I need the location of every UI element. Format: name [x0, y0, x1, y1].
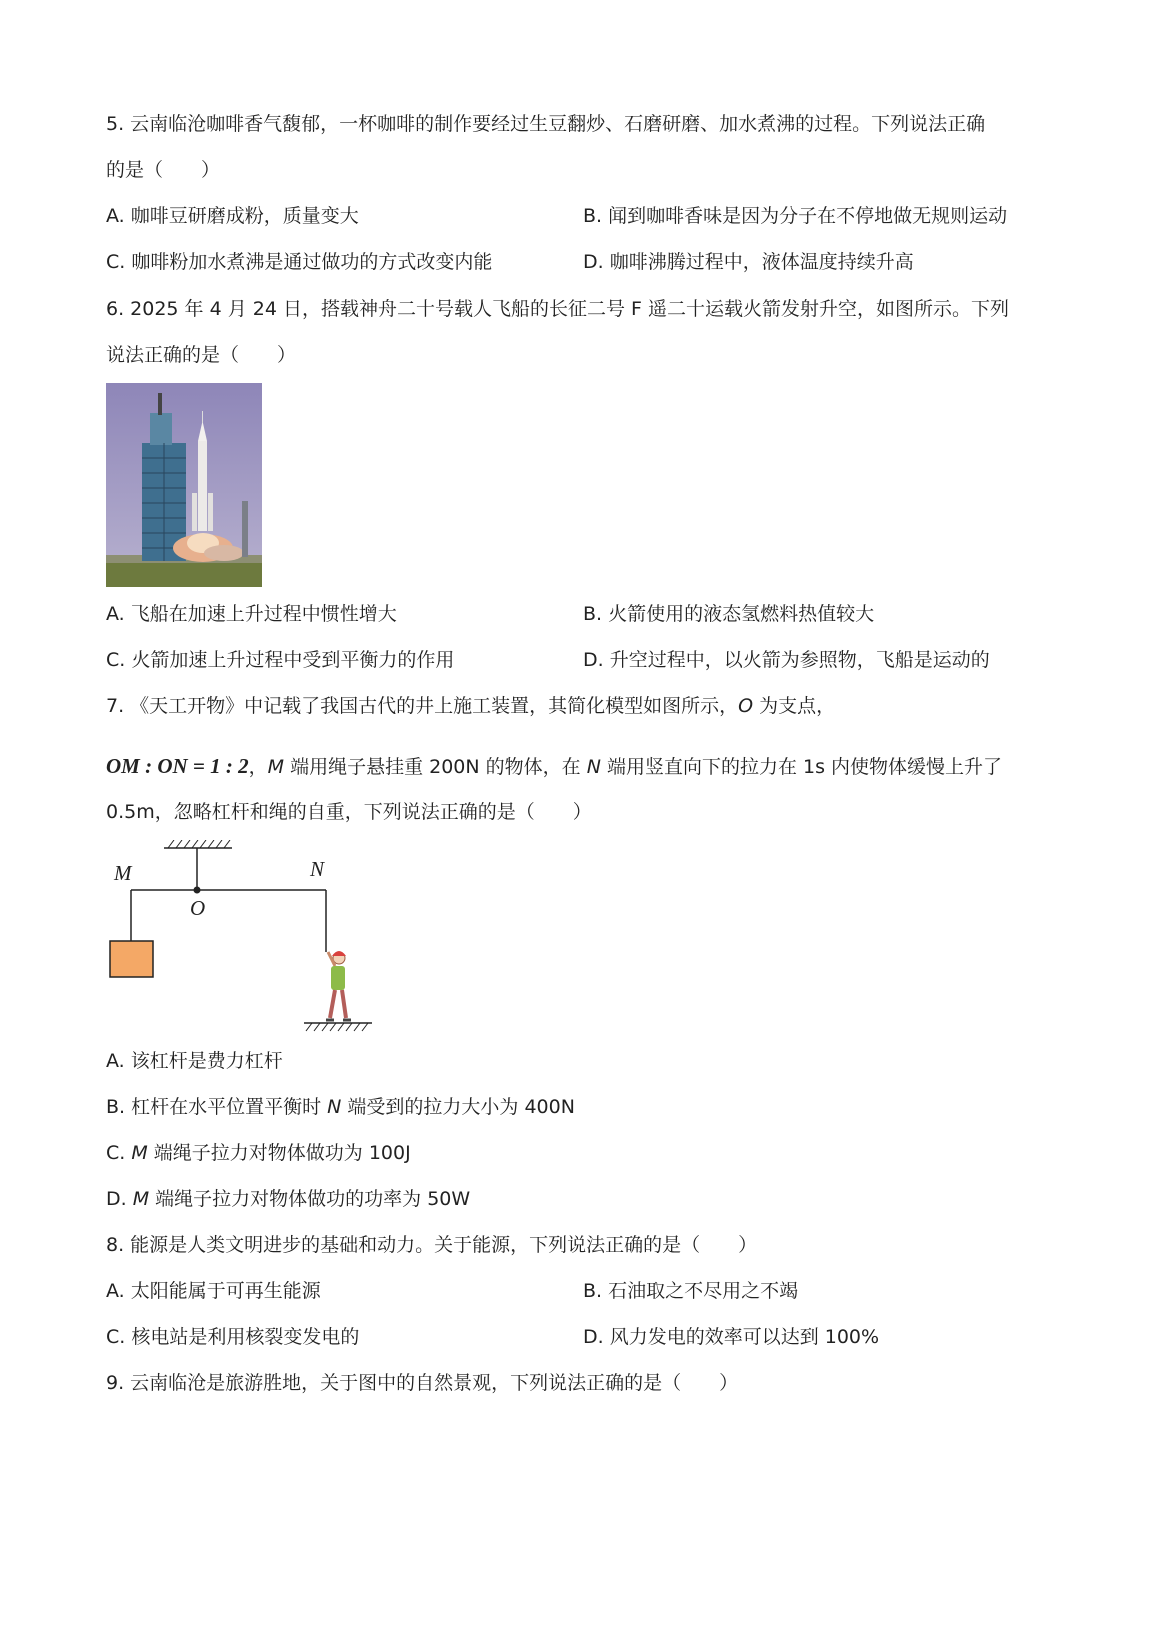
q7-stem-var-o: O	[738, 695, 754, 717]
q7-option-c-var-m: M	[131, 1142, 148, 1164]
q6-option-a: A. 飞船在加速上升过程中惯性增大	[106, 603, 397, 625]
person-pulling-rope	[326, 951, 351, 1020]
q7-stem-line1	[106, 692, 835, 720]
rocket-launch-photo	[106, 383, 262, 587]
q7-stem-text-a: 7. 《天工开物》中记载了我国古代的井上施工装置，其简化模型如图所示，	[106, 695, 739, 717]
q7-option-d	[106, 1185, 470, 1213]
q8-option-d: D. 风力发电的效率可以达到 100%	[583, 1326, 880, 1348]
label-n: N	[310, 857, 325, 881]
q7-stem-line2	[106, 752, 1002, 781]
q7-stem-text-d: 端用绳子悬挂重 200N 的物体，在	[284, 756, 587, 778]
q7-option-b	[106, 1093, 575, 1121]
q7-stem-text-c: ，	[248, 756, 268, 778]
q7-stem-var-m: M	[267, 756, 285, 778]
q7-option-d-var-m: M	[132, 1188, 150, 1210]
q7-option-b-var-n: N	[327, 1096, 342, 1118]
q7-stem-line3: 0.5m，忽略杠杆和绳的自重，下列说法正确的是（ ）	[106, 801, 592, 823]
q7-option-a: A. 该杠杆是费力杠杆	[106, 1050, 283, 1072]
q5-option-d: D. 咖啡沸腾过程中，液体温度持续升高	[583, 251, 914, 273]
q7-option-c-text-post: 端绳子拉力对物体做功为 100J	[147, 1142, 411, 1164]
q8-option-a: A. 太阳能属于可再生能源	[106, 1280, 321, 1302]
q7-option-c-text-pre: C.	[106, 1142, 132, 1164]
q9-stem: 9. 云南临沧是旅游胜地，关于图中的自然景观，下列说法正确的是（ ）	[106, 1372, 739, 1394]
q5-option-a: A. 咖啡豆研磨成粉，质量变大	[106, 205, 359, 227]
q5-stem-line2: 的是（ ）	[106, 159, 221, 181]
q5-option-c: C. 咖啡粉加水煮沸是通过做功的方式改变内能	[106, 251, 493, 273]
q7-option-d-text-post: 端绳子拉力对物体做功的功率为 50W	[149, 1188, 471, 1210]
q7-ratio-formula: OM : ON = 1 : 2	[106, 754, 249, 778]
label-o: O	[190, 896, 206, 920]
q6-stem-line1: 6. 2025 年 4 月 24 日，搭载神舟二十号载人飞船的长征二号 F 遥二十运载火箭发射升空，如图所示。下列	[106, 298, 1009, 320]
q7-stem-text-e: 端用竖直向下的拉力在 1s 内使物体缓慢上升了	[600, 756, 1003, 778]
q6-option-b: B. 火箭使用的液态氢燃料热值较大	[583, 603, 875, 625]
lever-diagram	[106, 840, 388, 1040]
q5-stem-line1: 5. 云南临沧咖啡香气馥郁，一杯咖啡的制作要经过生豆翻炒、石磨研磨、加水煮沸的过程。下列说法正确	[106, 113, 986, 135]
q7-stem-var-n: N	[586, 756, 601, 778]
q8-option-c: C. 核电站是利用核裂变发电的	[106, 1326, 360, 1348]
q7-stem-text-b: 为支点，	[753, 695, 836, 717]
label-m: M	[114, 861, 132, 885]
hanging-weight-box	[110, 941, 153, 977]
q7-option-b-text-post: 端受到的拉力大小为 400N	[341, 1096, 575, 1118]
q7-option-b-text-pre: B. 杠杆在水平位置平衡时	[106, 1096, 328, 1118]
q7-option-d-text-pre: D.	[106, 1188, 133, 1210]
q6-option-d: D. 升空过程中，以火箭为参照物，飞船是运动的	[583, 649, 990, 671]
q8-option-b: B. 石油取之不尽用之不竭	[583, 1280, 799, 1302]
q8-stem: 8. 能源是人类文明进步的基础和动力。关于能源，下列说法正确的是（ ）	[106, 1234, 758, 1256]
q6-option-c: C. 火箭加速上升过程中受到平衡力的作用	[106, 649, 455, 671]
q5-option-b: B. 闻到咖啡香味是因为分子在不停地做无规则运动	[583, 205, 1008, 227]
q7-option-c	[106, 1139, 411, 1167]
q6-stem-line2: 说法正确的是（ ）	[106, 344, 297, 366]
